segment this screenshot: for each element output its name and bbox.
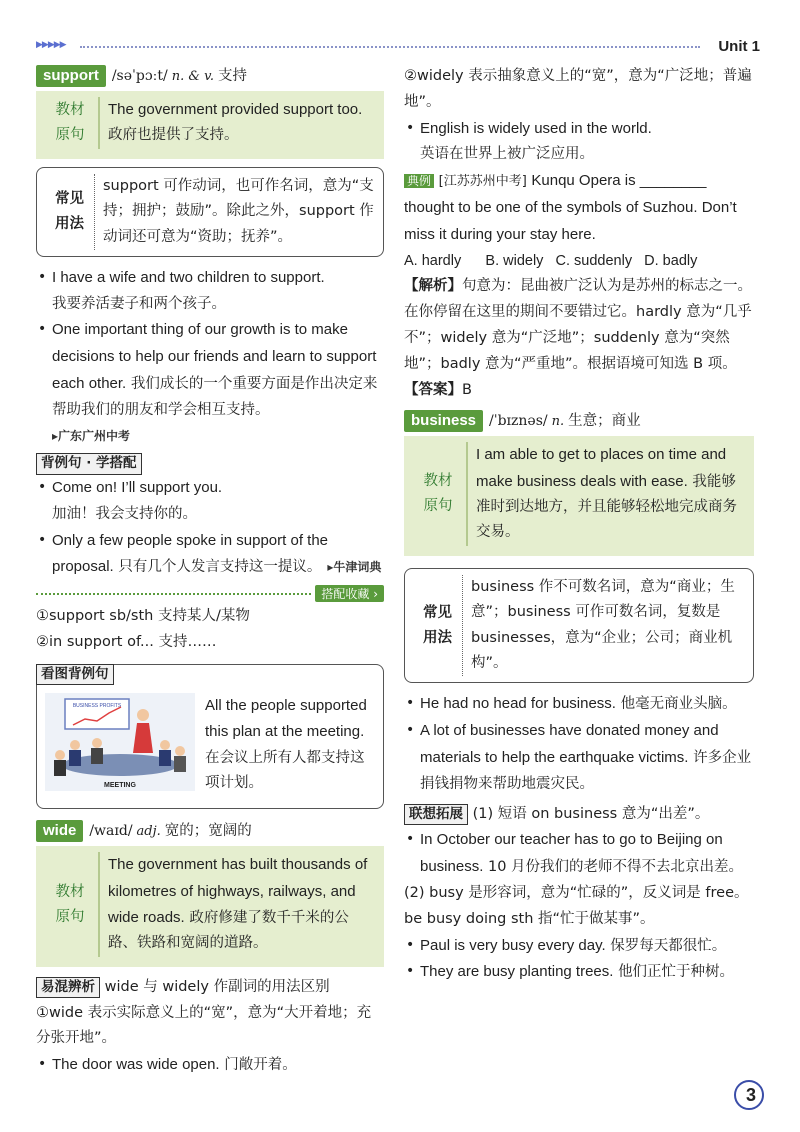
- wide-heading: [36, 819, 384, 842]
- example-en: I have a wife and two children to support.: [52, 268, 325, 286]
- support-source-box: [36, 91, 384, 159]
- page-number: 3: [745, 1085, 756, 1105]
- board-label: BUSINESS PROFITS: [72, 702, 122, 709]
- support-example-1-zh: 我要养活妻子和两个孩子。: [52, 295, 226, 312]
- business-example-3: [404, 827, 754, 881]
- confuse-section: [36, 975, 384, 1001]
- usage-label-line2: 用法: [423, 629, 452, 646]
- wide-point-1: ①wide 表示实际意义上的“宽”，意为“大开着地；充分张开地”。: [36, 1004, 372, 1047]
- support-usage-text: support 可作动词，也可作名词，意为“支持；拥护；鼓励”。除此之外，support 作动词还可意为“资助；抚养”。: [103, 177, 374, 245]
- wide-source-en: The government has built thousands of kilometres of highways, railways, and wide roads.: [108, 856, 368, 927]
- wide-pron: /waɪd/: [89, 823, 133, 840]
- business-word: business: [404, 410, 483, 432]
- picture-example-title: 看图背例句: [36, 664, 114, 686]
- source-label: [42, 97, 100, 149]
- extend-1: (1) 短语 on business 意为“出差”。: [472, 805, 710, 822]
- source-label-line1: 教材: [423, 473, 453, 490]
- usage-label-line2: 用法: [55, 215, 84, 232]
- dian-tag: 典例: [404, 174, 434, 188]
- support-meaning: 支持: [218, 68, 248, 84]
- example-zh: 许多企业捐钱捐物来帮助地震灾民。: [420, 749, 752, 792]
- business-heading: [404, 409, 754, 432]
- source-label: [42, 852, 100, 957]
- wide-source-zh: 政府修建了数千千米的公路、铁路和宽阔的道路。: [108, 910, 349, 952]
- example-zh: 他们正忙于种树。: [618, 964, 735, 981]
- example-en: They are busy planting trees.: [420, 963, 614, 981]
- source-label-line1: 教材: [55, 883, 85, 900]
- support-example-3-zh: 加油！我会支持你的。: [52, 505, 197, 522]
- answer-text: B: [462, 381, 472, 398]
- business-pron: /ˈbɪznəs/: [489, 413, 548, 430]
- picture-example-en: All the people supported this plan at the meeting.: [205, 696, 367, 741]
- support-pos: n. & v.: [171, 69, 215, 84]
- right-column: [404, 64, 754, 986]
- wide-example-2: [404, 116, 754, 143]
- wide-pos: adj.: [136, 824, 161, 840]
- confuse-tag: 易混辨析: [36, 977, 100, 999]
- collect-bar: [36, 585, 384, 602]
- usage-label: [413, 575, 463, 677]
- wide-source-text: [108, 852, 376, 957]
- wide-example-1: [36, 1052, 384, 1079]
- header-divider: [80, 46, 700, 48]
- support-source-en: The government provided support too.: [108, 101, 363, 118]
- example-en: He had no head for business.: [420, 695, 616, 713]
- example-zh: 只有几个人发言支持这一提议。: [118, 559, 322, 576]
- example-en: Paul is very busy every day.: [420, 936, 606, 954]
- business-example-1: [404, 691, 754, 718]
- wide-example-2-zh: 英语在世界上被广泛应用。: [420, 146, 594, 163]
- example-zh: 保罗每天都很忙。: [610, 937, 727, 954]
- jiexi-label: 【解析】: [404, 278, 462, 295]
- source-label-line2: 原句: [55, 126, 85, 143]
- example-en: A lot of businesses have donated money and materials to help the earthquake victims.: [420, 722, 719, 766]
- business-source-zh: 我能够准时到达地方，并且能够轻松地完成商务交易。: [476, 473, 737, 541]
- source-label-line1: 教材: [55, 102, 85, 119]
- extend-section: [404, 802, 754, 828]
- support-source-text: [108, 97, 376, 149]
- example-en: English is widely used in the world.: [420, 119, 652, 137]
- sentence-section: [36, 453, 384, 475]
- source-label: [410, 442, 468, 546]
- example-en: The door was wide open.: [52, 1056, 220, 1074]
- wide-word: wide: [36, 820, 83, 842]
- answer: [404, 378, 754, 404]
- source-note: ▸广东广州中考: [52, 428, 131, 443]
- dian-options: A. hardly B. widely C. suddenly D. badly: [404, 252, 698, 269]
- business-source-box: [404, 436, 754, 556]
- collect-tag: 搭配收藏 ›: [315, 585, 384, 602]
- example-en: Come on! I’ll support you.: [52, 479, 223, 497]
- business-example-4: [404, 933, 754, 960]
- jiexi-text: 句意为：昆曲被广泛认为是苏州的标志之一。在你停留在这里的期间不要错过它。hardly 意为“几乎不”；widely 意为“广泛地”；suddenly 意为“突然地”；badly 意为“严重地”。根据语境可知选 B 项。: [404, 278, 752, 372]
- support-example-1: [36, 265, 384, 292]
- usage-label-line1: 常见: [55, 191, 84, 208]
- business-example-5: [404, 959, 754, 986]
- business-source-text: [476, 442, 746, 546]
- extend-tag: 联想拓展: [404, 804, 468, 826]
- support-example-3: [36, 475, 384, 502]
- example-en: Only a few people spoke in support of the proposal.: [52, 531, 329, 576]
- business-usage-box: [404, 568, 754, 684]
- support-example-2: [36, 317, 384, 423]
- confuse-title: wide 与 widely 作副词的用法区别: [104, 978, 330, 995]
- header-arrows: ▶▶▶▶▶: [36, 40, 66, 50]
- wide-meaning: 宽的；宽阔的: [164, 823, 252, 840]
- support-word: support: [36, 65, 106, 87]
- answer-label: 【答案】: [404, 381, 462, 398]
- wide-source-box: [36, 846, 384, 967]
- support-example-2-source: [36, 424, 384, 450]
- business-pos: n.: [551, 414, 565, 430]
- sentence-tag: 背例句 · 学搭配: [36, 453, 142, 475]
- support-heading: [36, 64, 384, 87]
- wide-point-2: ②widely 表示抽象意义上的“宽”，意为“广泛地；普遍地”。: [404, 68, 752, 110]
- example-zh: 他毫无商业头脑。: [620, 696, 737, 713]
- picture-example-text: [205, 693, 373, 797]
- example-zh: 门敞开着。: [224, 1057, 297, 1074]
- phrase-1: ①support sb/sth 支持某人/某物: [36, 608, 250, 625]
- support-usage-box: [36, 167, 384, 257]
- business-example-2: [404, 718, 754, 797]
- support-example-4: [36, 528, 384, 582]
- extend-2: (2) busy 是形容词，意为“忙碌的”，反义词是 free。be busy doing sth 指“忙于做某事”。: [404, 884, 749, 927]
- support-source-zh: 政府也提供了支持。: [108, 127, 239, 144]
- support-pron: /səˈpɔːt/: [111, 68, 168, 84]
- business-usage-text: business 作不可数名词，意为“商业；生意”；business 可作可数名词，复数是 businesses，意为“企业；公司；商业机构”。: [471, 578, 735, 671]
- usage-label-line1: 常见: [423, 604, 452, 621]
- example-en: One important thing of our growth is to make decisions to help our friends and learn to support each other.: [52, 321, 377, 393]
- unit-label: Unit 1: [718, 38, 760, 55]
- business-source-en: I am able to get to places on time and make business deals with ease.: [476, 446, 727, 490]
- collect-divider: [36, 593, 311, 595]
- source-label-line2: 原句: [55, 908, 85, 925]
- dian-question: [404, 168, 754, 248]
- phrase-2: ②in support of... 支持……: [36, 634, 217, 650]
- left-column: [36, 64, 384, 1079]
- source-label-line2: 原句: [423, 498, 453, 515]
- picture-example-zh: 在会议上所有人都支持这项计划。: [205, 749, 365, 791]
- source-note: ▸牛津词典: [327, 560, 382, 575]
- example-zh: 10 月份我们的老师不得不去北京出差。: [487, 859, 744, 876]
- meeting-caption: MEETING: [104, 781, 136, 789]
- business-meaning: 生意；商业: [568, 413, 641, 430]
- example-en: In October our teacher has to go to Beijing on business.: [420, 831, 723, 876]
- dian-source: [江苏苏州中考]: [438, 174, 527, 190]
- example-zh: 我们成长的一个重要方面是作出决定来帮助我们的朋友和学会相互支持。: [52, 376, 378, 418]
- jiexi: [404, 274, 754, 377]
- meeting-illustration: [45, 693, 195, 791]
- picture-example-box: [36, 664, 384, 810]
- dian-question-text: Kunqu Opera is ________ thought to be one of the symbols of Suzhou. Don’t miss it during your stay here.: [404, 172, 737, 243]
- usage-label: [45, 174, 95, 250]
